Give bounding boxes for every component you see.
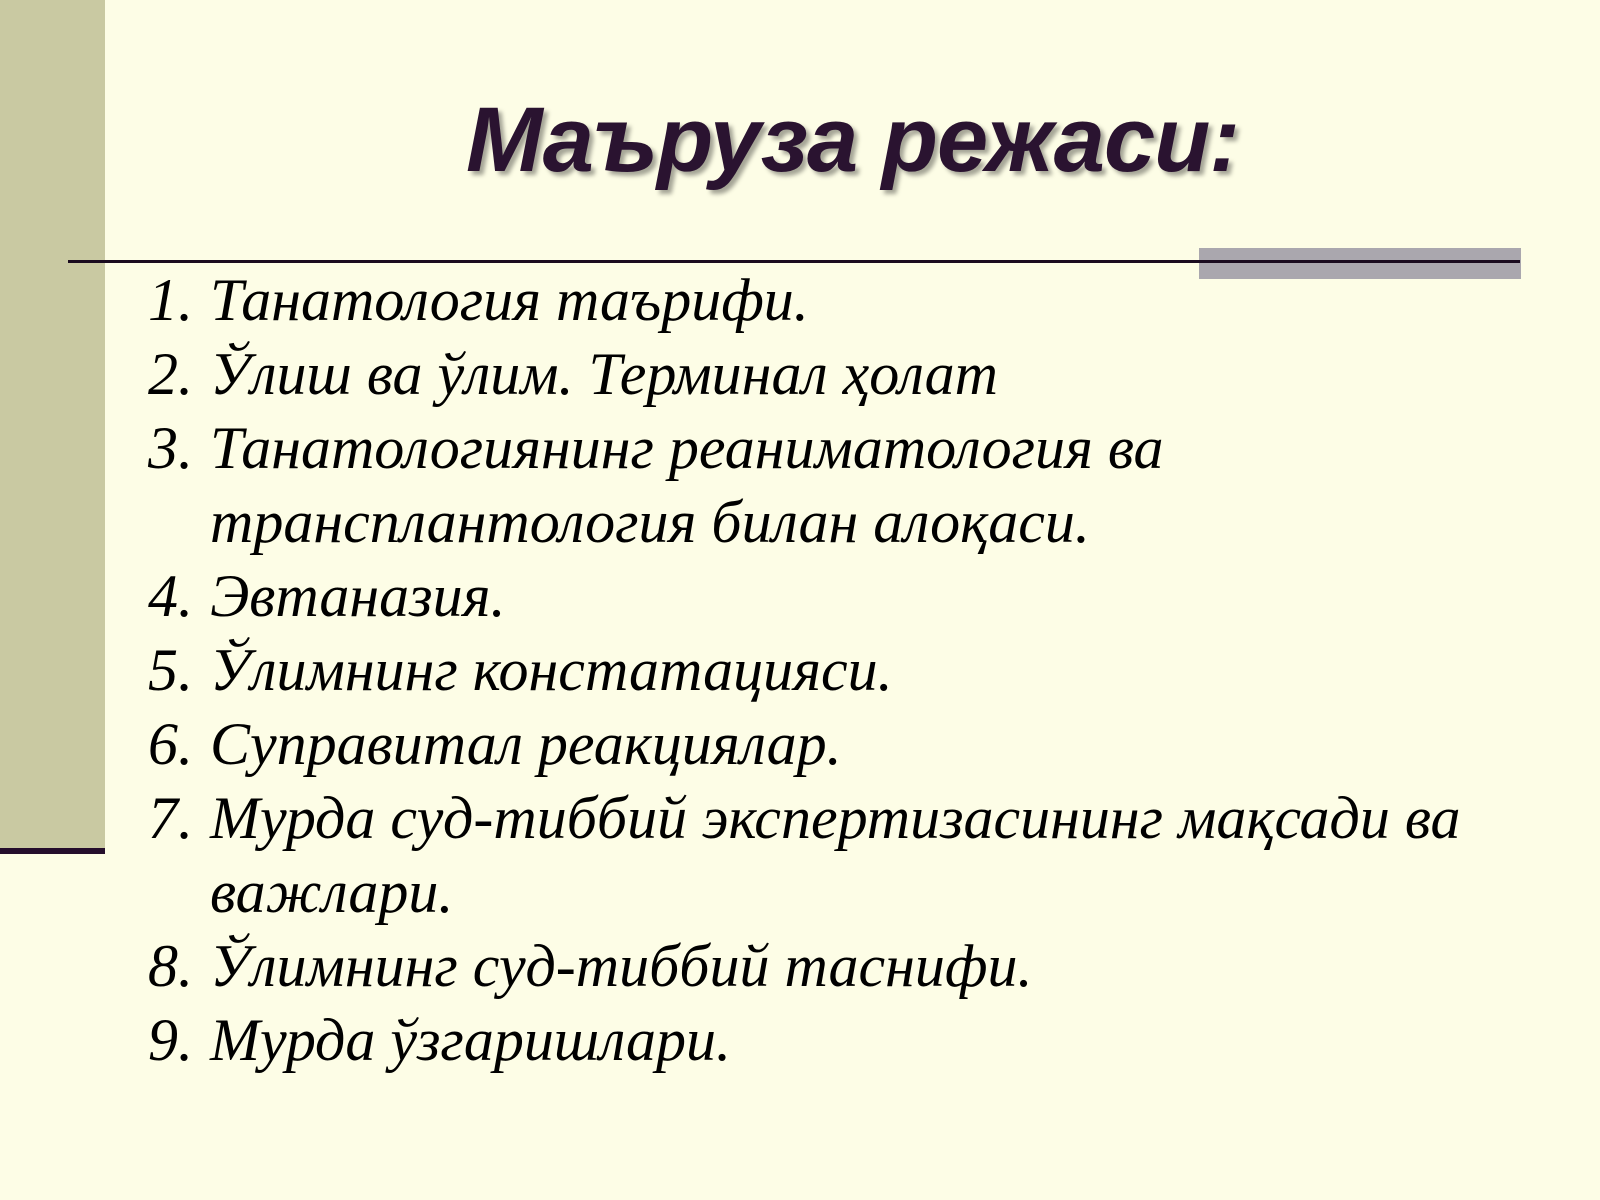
list-item-text: Суправитал реакциялар. xyxy=(210,711,842,777)
list-item-number: 7. xyxy=(148,785,193,851)
list-item xyxy=(148,337,1568,411)
list-item xyxy=(148,559,1568,633)
list-item-text: Ўлиш ва ўлим. Терминал ҳолат xyxy=(210,341,998,407)
list-item-number: 8. xyxy=(148,933,193,999)
list-item-text: Танатологиянинг реаниматология ва трансплантология билан алоқаси. xyxy=(210,415,1164,555)
list-item-text: Мурда суд-тиббий экспертизасининг мақсади ва важлари. xyxy=(210,785,1461,925)
list-item-number: 5. xyxy=(148,637,193,703)
list-item-text: Мурда ўзгаришлари. xyxy=(210,1007,732,1073)
list-item xyxy=(148,1003,1568,1077)
list-item-number: 9. xyxy=(148,1007,193,1073)
list-item xyxy=(148,707,1568,781)
list-item xyxy=(148,411,1568,559)
list-item xyxy=(148,781,1568,929)
list-item-number: 4. xyxy=(148,563,193,629)
list-item xyxy=(148,633,1568,707)
list-item-number: 2. xyxy=(148,341,193,407)
lecture-plan-list xyxy=(148,263,1568,1077)
list-item-text: Эвтаназия. xyxy=(210,563,506,629)
side-decoration-bar xyxy=(0,0,105,854)
list-item xyxy=(148,263,1568,337)
slide-title: Маъруза режаси: xyxy=(466,89,1239,191)
list-item xyxy=(148,929,1568,1003)
list-item-text: Танатология таърифи. xyxy=(210,267,809,333)
list-item-text: Ўлимнинг констатацияси. xyxy=(210,637,893,703)
list-item-text: Ўлимнинг суд-тиббий таснифи. xyxy=(210,933,1033,999)
list-item-number: 6. xyxy=(148,711,193,777)
list-item-number: 1. xyxy=(148,267,193,333)
list-item-number: 3. xyxy=(148,415,193,481)
